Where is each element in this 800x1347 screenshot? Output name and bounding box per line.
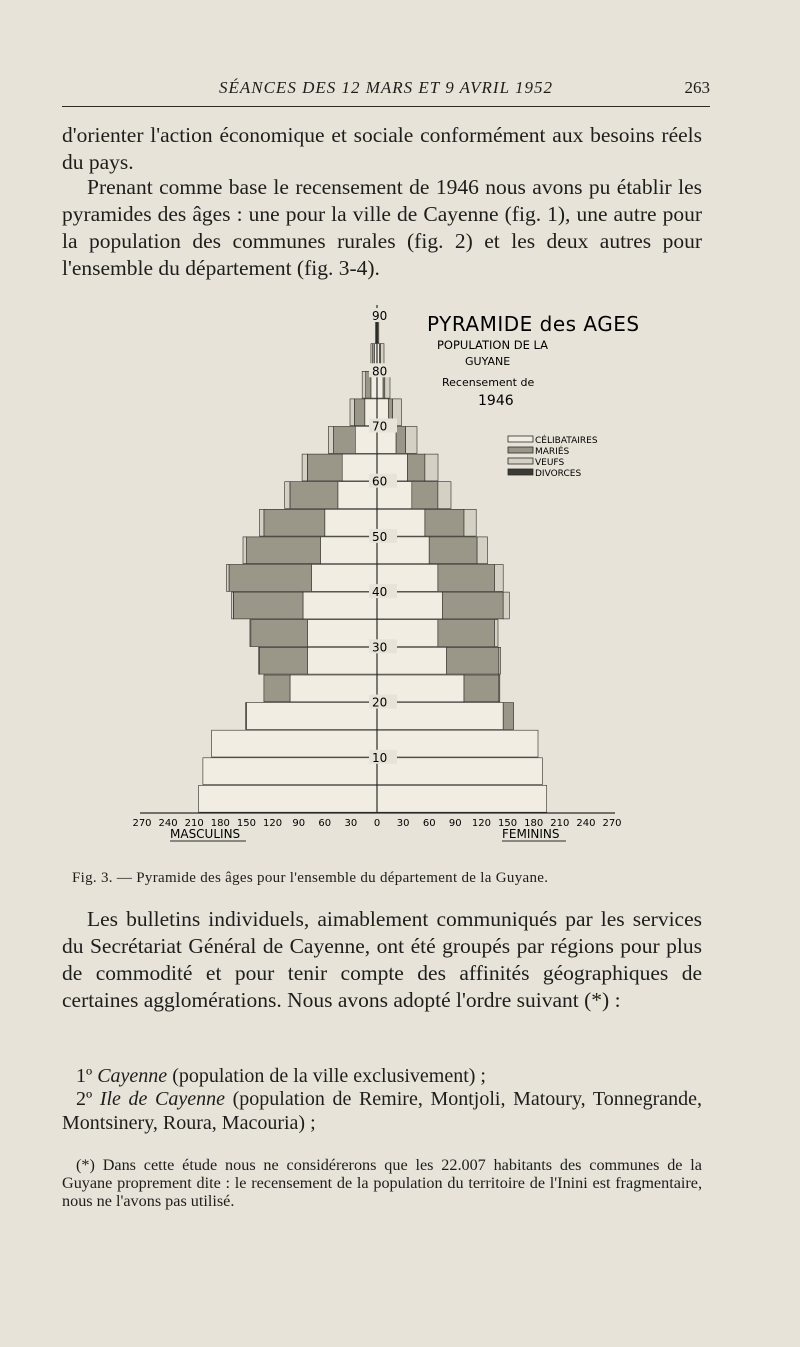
x-tick-4: 150	[236, 818, 256, 829]
bar-male-veu-age-45	[243, 537, 247, 564]
bar-female-veu-age-20	[499, 675, 500, 702]
x-tick-10: 30	[396, 818, 410, 829]
age-label-50: 50	[372, 529, 388, 544]
bar-male-cel-age-25	[307, 647, 377, 674]
bar-female-mar-age-60	[408, 454, 425, 481]
bar-female-veu-age-25	[499, 647, 501, 674]
list-item-1-text: (population de la ville exclusivement) ;	[172, 1065, 486, 1087]
bar-male-veu-age-75	[362, 371, 366, 398]
x-tick-6: 90	[292, 818, 306, 829]
x-tick-15: 180	[524, 818, 544, 829]
bar-male-cel-age-35	[303, 592, 377, 619]
bar-female-veu-age-40	[495, 565, 504, 592]
x-tick-13: 120	[471, 818, 491, 829]
bar-male-mar-age-35	[233, 592, 303, 619]
bar-male-veu-age-60	[302, 454, 307, 481]
bar-female-mar-age-50	[425, 509, 464, 536]
age-label-60: 60	[372, 474, 388, 489]
bar-female-veu-age-45	[477, 537, 487, 564]
bar-male-mar-age-15	[246, 703, 247, 730]
x-tick-2: 210	[184, 818, 204, 829]
footnote: (*) Dans cette étude nous ne considérerons que les 22.007 habitants des communes de la Guyane proprement dite : le recensement de la population du territoire de l'Inini est fragmentaire, nous ne l'avons pas utilisé.	[62, 1156, 702, 1210]
bar-male-veu-age-55	[285, 482, 290, 509]
bar-female-veu-age-30	[495, 620, 499, 647]
legend-label-maries: MARIÉS	[535, 447, 570, 457]
age-label-10: 10	[372, 750, 388, 765]
bar-male-cel-age-45	[320, 537, 377, 564]
x-tick-9: 0	[373, 818, 381, 829]
age-label-40: 40	[372, 585, 388, 600]
chart-subtitle-2: GUYANE	[465, 355, 511, 368]
bar-female-veu-age-65	[406, 427, 417, 454]
legend-label-celibataires: CÉLIBATAIRES	[535, 436, 598, 446]
bar-male-cel-age-10	[212, 730, 377, 757]
legend-label-divorces: DIVORCES	[535, 469, 582, 479]
bar-male-cel-age-30	[307, 620, 377, 647]
x-tick-11: 60	[422, 818, 436, 829]
bar-male-cel-age-15	[246, 703, 377, 730]
age-labels	[369, 308, 397, 765]
age-label-20: 20	[372, 695, 388, 710]
chart-legend	[508, 434, 598, 479]
bar-male-cel-age-5	[203, 758, 377, 785]
bar-female-mar-age-30	[438, 620, 495, 647]
x-tick-17: 240	[576, 818, 596, 829]
bar-male-veu-age-65	[328, 427, 333, 454]
legend-swatch-celibataires	[508, 436, 533, 442]
chart-title: PYRAMIDE des AGES	[427, 312, 640, 336]
list-item-2-name: Ile de Cayenne	[99, 1088, 226, 1110]
pyramid-bars	[199, 316, 547, 812]
bar-male-mar-age-55	[290, 482, 338, 509]
bar-male-veu-age-70	[350, 399, 354, 426]
x-tick-12: 90	[448, 818, 462, 829]
header-rule	[62, 106, 710, 107]
age-label-80: 80	[372, 364, 388, 379]
x-label-masculins: MASCULINS	[170, 827, 241, 841]
x-tick-14: 150	[498, 818, 518, 829]
population-pyramid-chart	[0, 295, 800, 865]
x-tick-1: 240	[158, 818, 178, 829]
x-tick-8: 30	[344, 818, 358, 829]
bar-female-mar-age-55	[412, 482, 438, 509]
list-item-1-number: 1º	[76, 1065, 93, 1087]
bar-female-veu-age-50	[464, 509, 476, 536]
bar-female-veu-age-35	[503, 592, 509, 619]
x-tick-0: 270	[132, 818, 152, 829]
bar-male-veu-age-30	[250, 620, 251, 647]
chart-subtitle-3: Recensement de	[442, 376, 535, 389]
bar-male-mar-age-30	[251, 620, 308, 647]
bar-female-mar-age-15	[503, 703, 513, 730]
bar-male-mar-age-40	[229, 565, 312, 592]
x-tick-7: 60	[318, 818, 332, 829]
paragraph-2: Prenant comme base le recensement de 1946 nous avons pu établir les pyramides des âges : une pour la ville de Cayenne (fig. 1), une autre pour la population des communes rurales (fig. 2) et les deux autres pour l'ensemble du département (fig. 3-4).	[62, 175, 702, 280]
chart-subtitle-1: POPULATION DE LA	[437, 338, 549, 352]
list-item-2	[62, 1087, 702, 1135]
legend-swatch-maries	[508, 447, 533, 453]
x-label-feminins: FEMININS	[502, 827, 560, 841]
bar-female-cel-age-10	[377, 730, 538, 757]
list-item-2-text: (population de Remire, Montjoli, Matoury, Tonnegrande, Montsinery, Roura, Macouria) ;	[62, 1088, 703, 1134]
x-tick-3: 180	[210, 818, 230, 829]
legend-swatch-veufs	[508, 458, 533, 464]
age-label-90: 90	[372, 309, 388, 324]
list-item-1	[62, 1064, 702, 1088]
list-item-2-number: 2º	[76, 1088, 93, 1110]
bar-male-cel-age-0	[199, 785, 377, 812]
bar-male-mar-age-65	[334, 427, 356, 454]
bar-female-mar-age-65	[396, 427, 406, 454]
legend-label-veufs: VEUFS	[535, 458, 565, 468]
bar-male-cel-age-20	[290, 675, 377, 702]
bar-male-veu-age-50	[260, 509, 264, 536]
bar-male-mar-age-50	[264, 509, 325, 536]
bar-female-cel-age-5	[377, 758, 542, 785]
page-number: 263	[684, 78, 710, 97]
paragraph-3: Les bulletins individuels, aimablement communiqués par les services du Secrétariat Général de Cayenne, ont été groupés par régions pour plus de commodité et pour tenir compte des affinités géographiques de certaines agglomérations. Nous avons adopté l'ordre suivant (*) :	[62, 907, 702, 1012]
bar-male-veu-age-35	[232, 592, 234, 619]
x-tick-16: 210	[550, 818, 570, 829]
bar-female-cel-age-0	[377, 785, 547, 812]
bar-male-mar-age-60	[307, 454, 342, 481]
age-label-30: 30	[372, 640, 388, 655]
legend-swatch-divorces	[508, 469, 533, 475]
bar-male-mar-age-70	[354, 399, 364, 426]
bar-male-mar-age-20	[264, 675, 290, 702]
list-item-1-name: Cayenne	[97, 1065, 168, 1087]
bar-female-mar-age-45	[429, 537, 477, 564]
age-label-70: 70	[372, 419, 388, 434]
bar-female-mar-age-40	[438, 565, 495, 592]
page-header	[62, 78, 710, 102]
bar-male-veu-age-25	[259, 647, 260, 674]
x-tick-5: 120	[263, 818, 283, 829]
bar-female-mar-age-20	[464, 675, 499, 702]
x-tick-18: 270	[602, 818, 622, 829]
paragraph-1: d'orienter l'action économique et sociale conformément aux besoins réels du pays.	[62, 123, 702, 174]
chart-subtitle-4: 1946	[478, 393, 514, 409]
bar-male-veu-age-40	[226, 565, 229, 592]
bar-female-mar-age-25	[447, 647, 499, 674]
running-title: SÉANCES DES 12 MARS ET 9 AVRIL 1952	[218, 78, 553, 97]
bar-male-mar-age-45	[246, 537, 320, 564]
bar-female-veu-age-55	[438, 482, 451, 509]
bar-male-cel-age-40	[312, 565, 377, 592]
bar-female-mar-age-35	[442, 592, 503, 619]
figure-caption: Fig. 3. — Pyramide des âges pour l'ensemble du département de la Guyane.	[72, 870, 549, 886]
bar-male-mar-age-25	[260, 647, 308, 674]
bar-female-veu-age-60	[425, 454, 438, 481]
